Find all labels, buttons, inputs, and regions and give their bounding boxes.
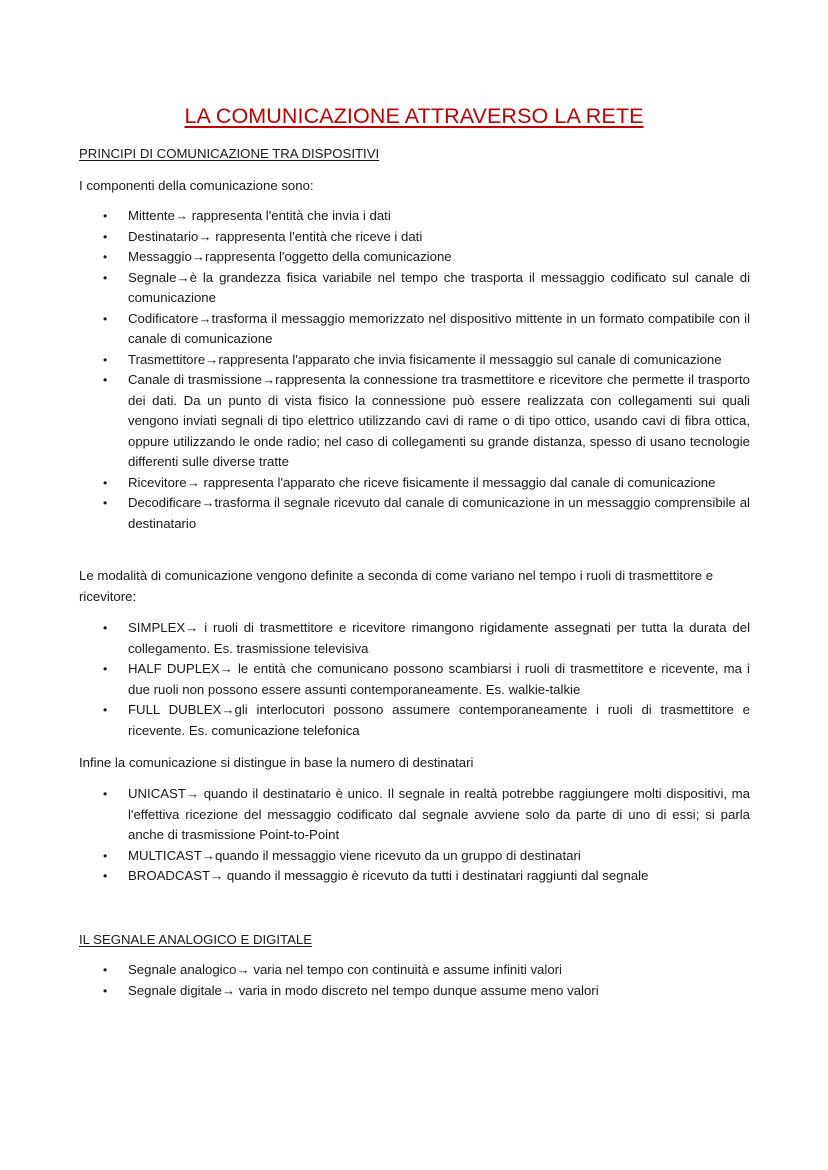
bullet-icon: • xyxy=(103,662,108,676)
modes-intro-paragraph: Le modalità di comunicazione vengono definite a seconda di come variano nel tempo i ruoli di trasmettitore e ricevitore: xyxy=(79,568,714,604)
modes-list xyxy=(0,618,828,741)
bullet-icon: • xyxy=(103,311,108,326)
list-item: • Destinatario→ rappresenta l'entità che riceve i dati xyxy=(0,227,750,248)
bullet-icon: • xyxy=(103,209,108,223)
list-item: • Segnale analogico→ varia nel tempo con continuità e assume infiniti valori xyxy=(0,960,750,981)
bullet-icon: • xyxy=(103,787,108,801)
bullet-icon: • xyxy=(103,621,108,635)
list-item: • HALF DUPLEX→ le entità che comunicano possono scambiarsi i ruoli di trasmettitore e ricevente, ma i due ruoli non possono essere assunti contemporaneamente. Es. walkie-talkie xyxy=(103,661,750,697)
list-item: • Codificatore→trasforma il messaggio memorizzato nel dispositivo mittente in un formato compatibile con il canale di comunicazione xyxy=(103,310,750,346)
list-item: • Ricevitore→ rappresenta l'apparato che riceve fisicamente il messaggio dal canale di comunicazione xyxy=(0,473,750,494)
list-item: • Segnale→è la grandezza fisica variabile nel tempo che trasporta il messaggio codificato sul canale di comunicazione xyxy=(103,269,750,305)
list-item: • FULL DUBLEX→gli interlocutori possono assumere contemporaneamente i ruoli di trasmettitore e ricevente. Es. comunicazione telefonica xyxy=(103,702,750,738)
list-item: • BROADCAST→ quando il messaggio è ricevuto da tutti i destinatari raggiunti dal segnale xyxy=(0,866,750,887)
list-item: • Segnale digitale→ varia in modo discreto nel tempo dunque assume meno valori xyxy=(0,981,750,1002)
recipients-list xyxy=(0,784,828,887)
bullet-icon: • xyxy=(103,496,108,510)
bullet-icon: • xyxy=(103,475,108,490)
bullet-icon: • xyxy=(103,703,108,717)
list-item: • SIMPLEX→ i ruoli di trasmettitore e ricevitore rimangono rigidamente assegnati per tutta la durata del collegamento. Es. trasmissione televisiva xyxy=(103,620,750,656)
list-item: • UNICAST→ quando il destinatario è unico. Il segnale in realtà potrebbe raggiungere molti dispositivi, ma l'effettiva ricezione del messaggio codificato dal segnale avviene solo da parte di uno di essi; si parla anche di trasmissione Point-to-Point xyxy=(103,786,750,842)
section-heading-principi: PRINCIPI DI COMUNICAZIONE TRA DISPOSITIVI xyxy=(79,146,380,161)
list-item: • Decodificare→trasforma il segnale ricevuto dal canale di comunicazione in un messaggio comprensibile al destinatario xyxy=(103,495,750,531)
bullet-icon: • xyxy=(103,983,108,998)
list-item: • Mittente→ rappresenta l'entità che invia i dati xyxy=(0,206,750,227)
page-title: LA COMUNICAZIONE ATTRAVERSO LA RETE xyxy=(184,104,644,128)
signal-list xyxy=(0,960,828,1001)
list-item: • Messaggio→rappresenta l'oggetto della comunicazione xyxy=(0,247,750,268)
list-item: • MULTICAST→quando il messaggio viene ricevuto da un gruppo di destinatari xyxy=(0,846,750,867)
list-item: • Canale di trasmissione→rappresenta la connessione tra trasmettitore e ricevitore che permette il trasporto dei dati. Da un punto di vista fisico la connessione può essere realizzata con collegamenti sui quali vengono inviati segnali di tipo elettrico utilizzando cavi di rame o di tipo ottico, usando cavi di fibra ottica, oppure utilizzando le onde radio; nel caso di collegamenti su grande distanza, spesso di usano tecnologie differenti sulle diverse tratte xyxy=(103,372,750,469)
recipients-intro-paragraph: Infine la comunicazione si distingue in base la numero di destinatari xyxy=(79,755,474,770)
bullet-icon: • xyxy=(103,352,108,367)
intro-paragraph: I componenti della comunicazione sono: xyxy=(79,178,314,193)
section-heading-segnale: IL SEGNALE ANALOGICO E DIGITALE xyxy=(79,932,313,947)
bullet-icon: • xyxy=(103,373,108,387)
bullet-icon: • xyxy=(103,869,108,883)
bullet-icon: • xyxy=(103,963,108,977)
bullet-icon: • xyxy=(103,229,108,244)
components-list xyxy=(0,206,828,534)
bullet-icon: • xyxy=(103,848,108,863)
bullet-icon: • xyxy=(103,270,108,285)
list-item: • Trasmettitore→rappresenta l'apparato che invia fisicamente il messaggio sul canale di comunicazione xyxy=(0,350,750,371)
bullet-icon: • xyxy=(103,250,108,264)
